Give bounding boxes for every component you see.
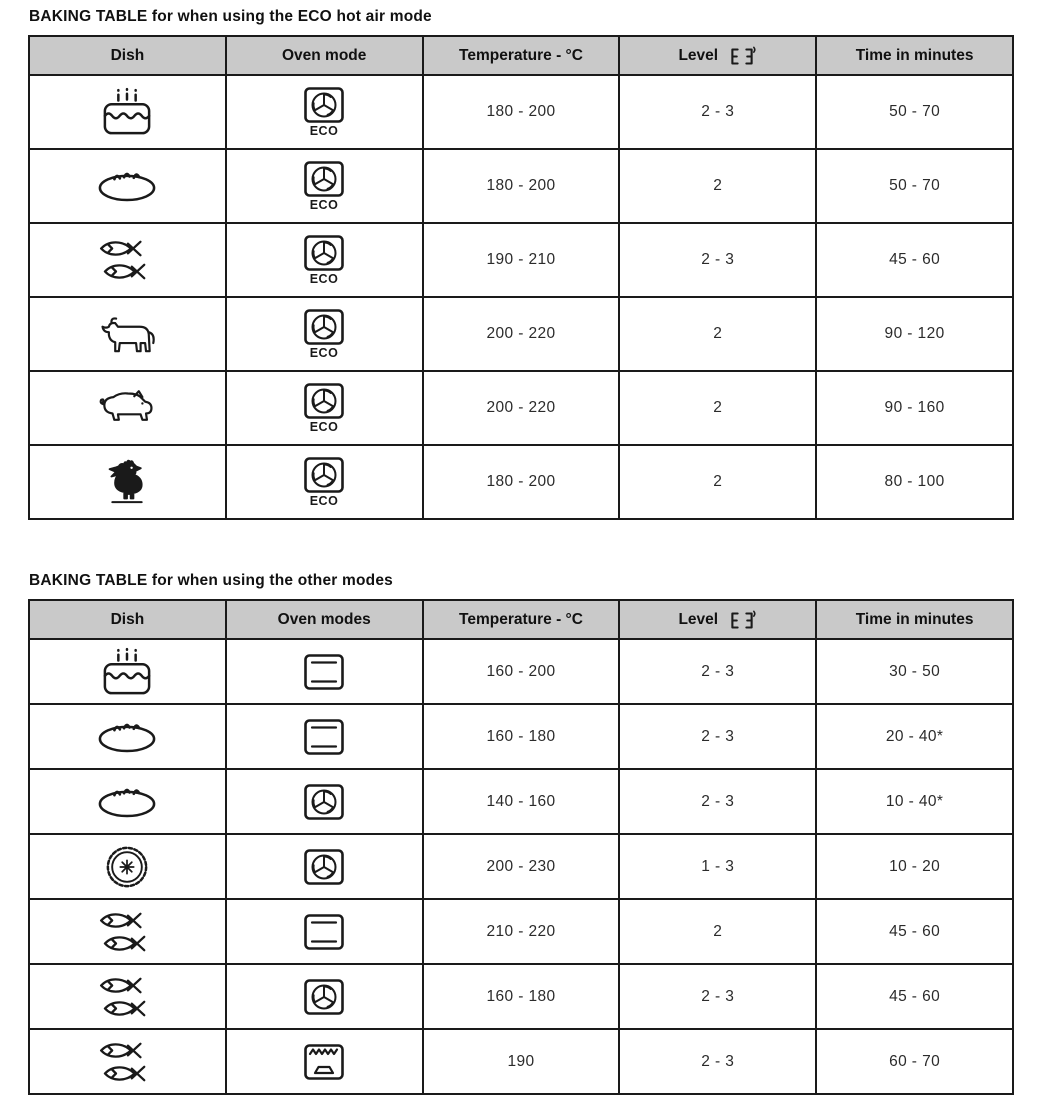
level-cell: 2 - 3 (619, 704, 816, 769)
level-cell: 2 - 3 (619, 223, 816, 297)
fish-icon (98, 237, 156, 283)
temperature-cell: 200 - 230 (423, 834, 620, 899)
column-label: Oven mode (281, 46, 367, 64)
time-cell: 50 - 70 (816, 149, 1013, 223)
header-row (29, 36, 1013, 75)
column-header-dish (29, 36, 226, 75)
column-label: Dish (110, 610, 145, 628)
time-cell: 60 - 70 (816, 1029, 1013, 1094)
svg-text:ECO: ECO (309, 124, 339, 138)
title-rest: for when using the ECO hot air mode (147, 8, 432, 25)
temperature-cell: 160 - 180 (423, 704, 620, 769)
oven-mode-cell-conventional (226, 639, 423, 704)
temperature-cell: 180 - 200 (423, 445, 620, 519)
column-label: Dish (110, 46, 145, 64)
conventional-icon (303, 653, 345, 691)
fan-icon (303, 783, 345, 821)
column-label: Temperature - °C (459, 46, 583, 64)
fish-icon (98, 974, 156, 1020)
cake-icon (100, 87, 154, 137)
fan-icon (303, 978, 345, 1016)
table-row (29, 149, 1013, 223)
baking-table-eco (28, 35, 1014, 520)
time-cell: 45 - 60 (816, 964, 1013, 1029)
oven-mode-cell-eco-hot-air (226, 371, 423, 445)
oven-mode-cell-eco-hot-air (226, 297, 423, 371)
oven-mode-cell-conventional (226, 704, 423, 769)
temperature-cell: 180 - 200 (423, 149, 620, 223)
column-label: Level (678, 46, 719, 64)
time-cell: 45 - 60 (816, 223, 1013, 297)
table-body (29, 639, 1013, 1094)
table-row (29, 445, 1013, 519)
level-icon (727, 46, 757, 67)
baking-table-other (28, 599, 1014, 1095)
column-header-level (619, 36, 816, 75)
column-header-temperature-c (423, 600, 620, 639)
title-rest: for when using the other modes (147, 572, 393, 589)
column-header-level (619, 600, 816, 639)
level-cell: 2 (619, 899, 816, 964)
table-row (29, 639, 1013, 704)
column-header-dish (29, 600, 226, 639)
table-row (29, 704, 1013, 769)
cake-icon (100, 647, 154, 697)
dish-cell-pizza (29, 834, 226, 899)
pig-icon (98, 389, 156, 427)
conventional-icon (303, 718, 345, 756)
svg-text:ECO: ECO (309, 494, 339, 508)
conventional-icon (303, 913, 345, 951)
oven-mode-cell-eco-hot-air (226, 445, 423, 519)
dish-cell-bread (29, 769, 226, 834)
column-label: Time in minutes (855, 610, 974, 628)
bread-icon (97, 720, 157, 754)
time-cell: 30 - 50 (816, 639, 1013, 704)
svg-text:ECO: ECO (309, 198, 339, 212)
column-header-time-in-minutes (816, 36, 1013, 75)
grill-icon (303, 1043, 345, 1081)
dish-cell-fish (29, 223, 226, 297)
table-row (29, 223, 1013, 297)
temperature-cell: 190 (423, 1029, 620, 1094)
time-cell: 45 - 60 (816, 899, 1013, 964)
level-cell: 2 (619, 371, 816, 445)
dish-cell-poultry (29, 445, 226, 519)
baking-table-other-section (28, 572, 1014, 1095)
fish-icon (98, 909, 156, 955)
bread-icon (97, 785, 157, 819)
time-cell: 80 - 100 (816, 445, 1013, 519)
time-cell: 90 - 120 (816, 297, 1013, 371)
eco-fan-icon (303, 160, 345, 212)
time-cell: 50 - 70 (816, 75, 1013, 149)
oven-mode-cell-conventional (226, 899, 423, 964)
table-row (29, 769, 1013, 834)
level-cell: 2 (619, 297, 816, 371)
table-row (29, 834, 1013, 899)
level-cell: 2 (619, 445, 816, 519)
eco-fan-icon (303, 86, 345, 138)
time-cell: 10 - 40* (816, 769, 1013, 834)
eco-fan-icon (303, 234, 345, 286)
time-cell: 90 - 160 (816, 371, 1013, 445)
level-cell: 2 - 3 (619, 769, 816, 834)
temperature-cell: 160 - 180 (423, 964, 620, 1029)
temperature-cell: 160 - 200 (423, 639, 620, 704)
column-header-oven-modes (226, 600, 423, 639)
table-row (29, 75, 1013, 149)
level-cell: 2 (619, 149, 816, 223)
table-title-other (29, 572, 1014, 590)
title-strong: BAKING TABLE (29, 8, 148, 25)
column-header-time-in-minutes (816, 600, 1013, 639)
pizza-icon (105, 845, 149, 889)
table-header (29, 600, 1013, 639)
temperature-cell: 180 - 200 (423, 75, 620, 149)
eco-fan-icon (303, 456, 345, 508)
dish-cell-fish (29, 899, 226, 964)
table-body (29, 75, 1013, 519)
column-header-oven-mode (226, 36, 423, 75)
oven-mode-cell-eco-hot-air (226, 223, 423, 297)
level-cell: 2 - 3 (619, 75, 816, 149)
fish-icon (98, 1039, 156, 1085)
dish-cell-pork (29, 371, 226, 445)
baking-table-eco-section (28, 8, 1014, 520)
eco-fan-icon (303, 308, 345, 360)
dish-cell-bread (29, 704, 226, 769)
dish-cell-beef (29, 297, 226, 371)
oven-mode-cell-hot-air (226, 769, 423, 834)
bread-icon (97, 169, 157, 203)
temperature-cell: 200 - 220 (423, 297, 620, 371)
temperature-cell: 200 - 220 (423, 371, 620, 445)
svg-text:ECO: ECO (309, 346, 339, 360)
svg-text:ECO: ECO (309, 420, 339, 434)
level-cell: 2 - 3 (619, 1029, 816, 1094)
level-icon (727, 610, 757, 631)
table-header (29, 36, 1013, 75)
column-label: Time in minutes (855, 46, 974, 64)
level-cell: 2 - 3 (619, 964, 816, 1029)
table-row (29, 371, 1013, 445)
column-label: Level (678, 610, 719, 628)
temperature-cell: 140 - 160 (423, 769, 620, 834)
table-row (29, 1029, 1013, 1094)
time-cell: 10 - 20 (816, 834, 1013, 899)
time-cell: 20 - 40* (816, 704, 1013, 769)
cow-icon (98, 313, 156, 355)
header-row (29, 600, 1013, 639)
oven-mode-cell-grill (226, 1029, 423, 1094)
column-label: Oven modes (277, 610, 371, 628)
title-strong: BAKING TABLE (29, 572, 148, 589)
dish-cell-bread (29, 149, 226, 223)
table-row (29, 899, 1013, 964)
oven-mode-cell-eco-hot-air (226, 149, 423, 223)
dish-cell-cake (29, 75, 226, 149)
dish-cell-fish (29, 964, 226, 1029)
temperature-cell: 190 - 210 (423, 223, 620, 297)
svg-text:ECO: ECO (309, 272, 339, 286)
table-title-eco (29, 8, 1014, 26)
table-row (29, 964, 1013, 1029)
temperature-cell: 210 - 220 (423, 899, 620, 964)
level-cell: 1 - 3 (619, 834, 816, 899)
chicken-icon (105, 459, 149, 505)
oven-mode-cell-eco-hot-air (226, 75, 423, 149)
column-label: Temperature - °C (459, 610, 583, 628)
level-cell: 2 - 3 (619, 639, 816, 704)
dish-cell-fish (29, 1029, 226, 1094)
dish-cell-cake (29, 639, 226, 704)
eco-fan-icon (303, 382, 345, 434)
oven-mode-cell-hot-air (226, 834, 423, 899)
oven-mode-cell-hot-air (226, 964, 423, 1029)
fan-icon (303, 848, 345, 886)
column-header-temperature-c (423, 36, 620, 75)
table-row (29, 297, 1013, 371)
